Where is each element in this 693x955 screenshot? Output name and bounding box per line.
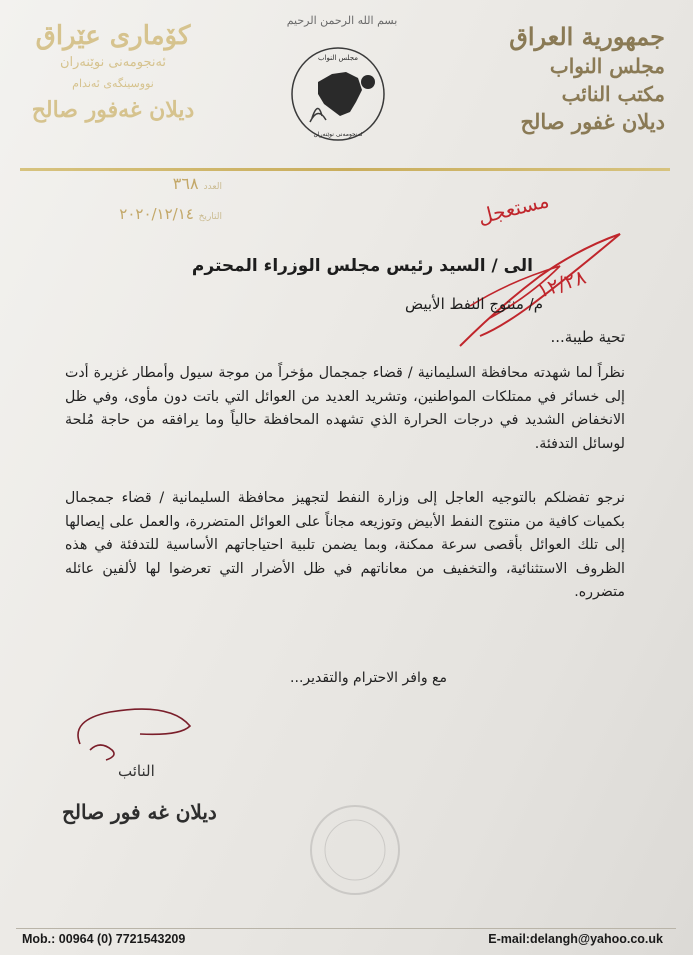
letter-paragraph-2: نرجو تفضلكم بالتوجيه العاجل إلى وزارة النفط لتجهيز محافظة السليمانية / قضاء جمجمال بكميات كافية من منتوج النفط الأبيض وتوزيعه مجاناً على العوائل المتضررة، والعمل على إيصالها إلى تلك العوائل بأقصى سرعة ممكنة، وبما يضمن تلبية احتياجاتهم الأساسية للتدفئة في هذه الظروف الاستثنائية، والتخفيف من معاناتهم في ظل الأضرار التي تعرضوا لها لألفين عائله متضرره.: [65, 490, 625, 600]
letterhead-office: مكتب النائب: [561, 82, 665, 106]
parliament-logo-icon: [288, 44, 388, 144]
faint-stamp-icon: [305, 800, 405, 900]
footer-email: E-mail:delangh@yahoo.co.uk: [488, 932, 663, 946]
letterhead-kurdish-office: نووسینگەی ئەندام: [72, 77, 154, 90]
signature-title: النائب: [118, 762, 155, 780]
letterhead-country: جمهورية العراق: [509, 22, 665, 51]
letterhead-divider: [20, 168, 670, 171]
footer-mobile: Mob.: 00964 (0) 7721543209: [22, 932, 186, 946]
reference-number-line: [22, 174, 222, 197]
letter-footer: [0, 928, 693, 955]
letterhead-kurdish-country: كۆماری عێراق: [35, 21, 191, 51]
reference-date: ٢٠٢٠/١٢/١٤: [119, 205, 194, 223]
letter-addressee: الى / السيد رئيس مجلس الوزراء المحترم: [191, 256, 533, 276]
logo-bottom-text: ئەنجومەنی نوێنەران: [313, 131, 363, 138]
letterhead-member-name: ديلان غفور صالح: [520, 109, 665, 134]
reference-date-label: التاريخ: [198, 212, 222, 222]
annotation-text: مستعجل: [475, 188, 552, 229]
footer-rule: [16, 928, 676, 929]
annotation-date: ١٢/٢٨: [534, 264, 589, 303]
letter-subject: م/ منتوج النفط الأبيض: [404, 295, 543, 313]
letterhead-arabic: [475, 22, 665, 136]
letterhead-kurdish-member-name: دیلان غەفور صالح: [31, 97, 195, 123]
signature-name: ديلان غه فور صالح: [62, 800, 217, 824]
reference-block: [22, 174, 222, 228]
letter-paragraph-1: نظراً لما شهدته محافظة السليمانية / قضاء جمجمال مؤخراً من موجة سيول وأمطار غزيرة أدت إلى خسائر في ممتلكات المواطنين، وتشريد العديد من العوائل التي باتت دون مأوى، وفي ظل الانخفاض الشديد في درجات الحرارة الذي تشهده المحافظة حالياً وما يرافقه من حاجة مُلحة لوسائل التدفئة.: [65, 365, 625, 452]
letter-closing: مع وافر الاحترام والتقدير...: [290, 670, 447, 686]
letterhead-council: مجلس النواب: [549, 54, 665, 78]
basmala: بسم الله الرحمن الرحيم: [286, 14, 398, 27]
letterhead-kurdish-council: ئەنجومەنی نوێنەران: [59, 55, 167, 70]
logo-top-text: مجلس النواب: [317, 54, 359, 62]
letterhead-kurdish: [28, 20, 198, 126]
reference-number-label: العدد: [203, 182, 222, 192]
letter-greeting: تحية طيبة...: [550, 328, 625, 346]
reference-number: ٣٦٨: [172, 174, 199, 193]
reference-date-line: [22, 203, 222, 228]
